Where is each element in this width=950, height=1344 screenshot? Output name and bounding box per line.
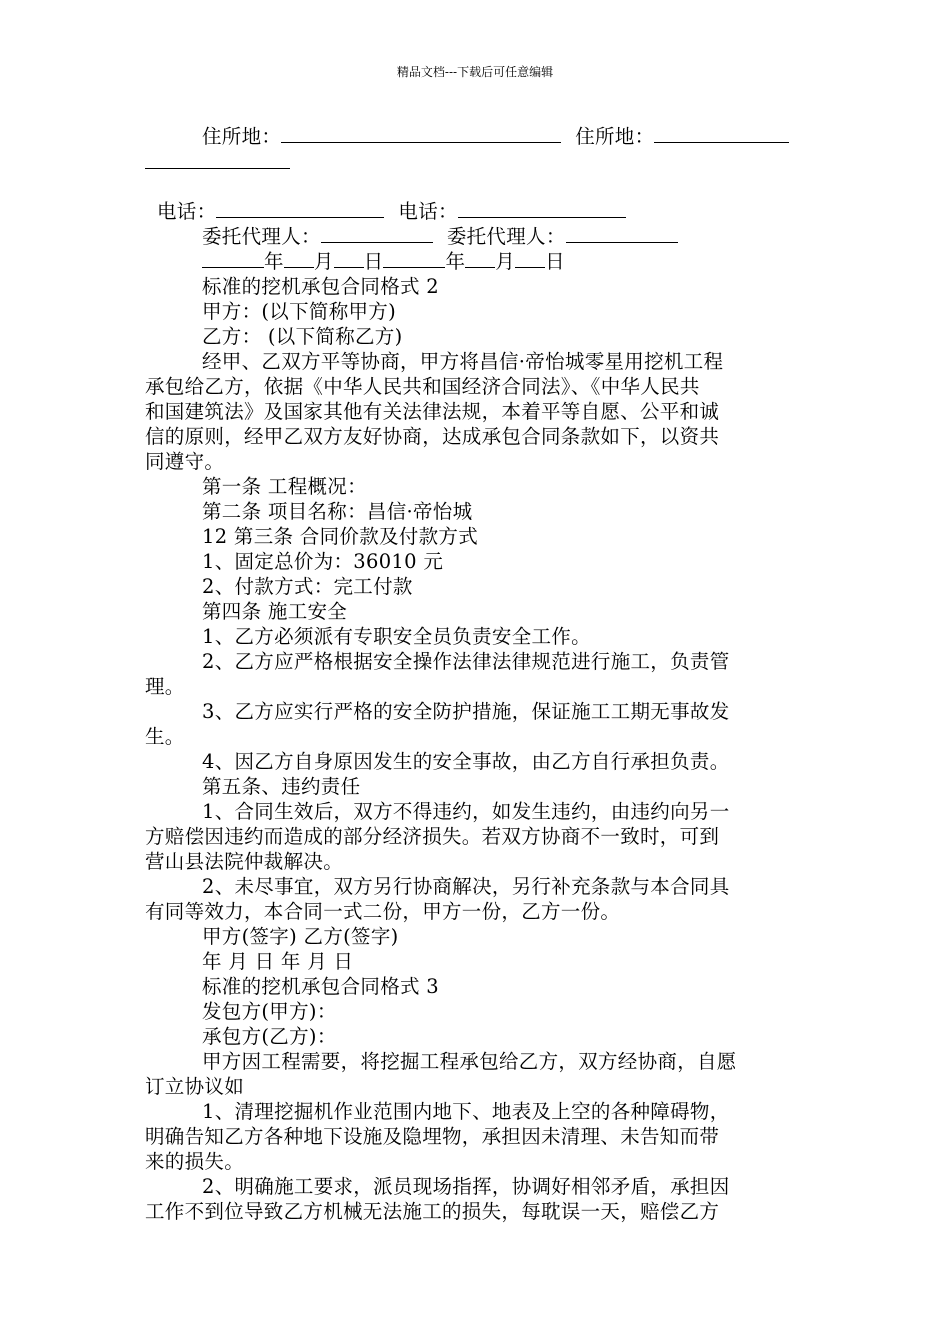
text-line: 标准的挖机承包合同格式 2 <box>202 275 440 298</box>
agent-blank-party-b <box>566 224 678 243</box>
page-header: 精品文档---下载后可任意编辑 <box>396 65 554 79</box>
agent-label-party-b: 委托代理人： <box>446 225 566 248</box>
agent-line <box>202 224 815 249</box>
date-line <box>202 249 815 274</box>
phone-label-party-a: 电话： <box>157 200 217 223</box>
address-label-party-b: 住所地： <box>575 125 655 148</box>
text-line: 2、明确施工要求，派员现场指挥，协调好相邻矛盾，承担因 <box>202 1175 730 1198</box>
text-line: 和国建筑法》及国家其他有关法律法规，本着平等自愿、公平和诚 <box>145 400 720 423</box>
date-month-label-a: 月 <box>313 250 334 273</box>
date-day-label-a: 日 <box>363 250 384 273</box>
date-year-label-a: 年 <box>264 250 284 273</box>
address-label-party-a: 住所地： <box>202 125 282 148</box>
date-blank-year-a <box>202 249 264 268</box>
address-blank-continuation <box>145 150 290 169</box>
text-line: 有同等效力，本合同一式二份，甲方一份，乙方一份。 <box>145 900 621 923</box>
text-line: 2、未尽事宜，双方另行协商解决，另行补充条款与本合同具 <box>202 875 730 898</box>
text-line: 订立协议如 <box>145 1075 245 1098</box>
date-day-label-b: 日 <box>545 250 565 273</box>
phone-blank-party-b <box>458 199 626 218</box>
text-line: 12 第三条 合同价款及付款方式 <box>202 525 479 548</box>
text-line: 承包给乙方，依据《中华人民共和国经济合同法》、《中华人民共 <box>145 375 700 398</box>
phone-line <box>157 199 827 224</box>
text-line: 理。 <box>145 675 185 698</box>
text-line: 甲方因工程需要，将挖掘工程承包给乙方，双方经协商，自愿 <box>202 1050 737 1073</box>
text-line: 第四条 施工安全 <box>202 600 348 623</box>
text-line: 乙方： (以下简称乙方) <box>202 325 403 348</box>
text-line: 工作不到位导致乙方机械无法施工的损失，每耽误一天，赔偿乙方 <box>145 1200 720 1223</box>
text-line: 生。 <box>145 725 185 748</box>
phone-blank-party-a <box>216 199 384 218</box>
text-line: 发包方(甲方)： <box>202 1000 337 1023</box>
text-line: 2、乙方应严格根据安全操作法律法律规范进行施工，负责管 <box>202 650 730 673</box>
text-line: 4、因乙方自身原因发生的安全事故，由乙方自行承担负责。 <box>202 750 730 773</box>
date-blank-month-b <box>465 249 495 268</box>
text-line: 经甲、乙双方平等协商，甲方将昌信·帝怡城零星用挖机工程 <box>202 350 724 373</box>
text-line: 2、付款方式：完工付款 <box>202 575 413 598</box>
text-line: 3、乙方应实行严格的安全防护措施，保证施工工期无事故发 <box>202 700 730 723</box>
text-line: 第五条、违约责任 <box>202 775 361 798</box>
text-line: 甲方(签字) 乙方(签字) <box>202 925 399 948</box>
text-line: 营山县法院仲裁解决。 <box>145 850 344 873</box>
text-line: 1、清理挖掘机作业范围内地下、地表及上空的各种障碍物， <box>202 1100 730 1123</box>
text-line: 方赔偿因违约而造成的部分经济损失。若双方协商不一致时，可到 <box>145 825 720 848</box>
date-blank-day-a <box>334 249 364 268</box>
text-line: 第二条 项目名称：昌信·帝怡城 <box>202 500 473 523</box>
address-blank-party-a <box>281 124 561 143</box>
text-line: 年 月 日 年 月 日 <box>202 950 354 973</box>
date-blank-day-b <box>515 249 545 268</box>
phone-label-party-b: 电话： <box>398 200 458 223</box>
text-line: 来的损失。 <box>145 1150 245 1173</box>
text-line: 标准的挖机承包合同格式 3 <box>202 975 440 998</box>
date-year-label-b: 年 <box>445 250 466 273</box>
text-line: 同遵守。 <box>145 450 225 473</box>
text-line: 甲方：(以下简称甲方) <box>202 300 397 323</box>
date-blank-year-b <box>383 249 445 268</box>
text-line: 1、合同生效后，双方不得违约，如发生违约，由违约向另一 <box>202 800 730 823</box>
agent-label-party-a: 委托代理人： <box>202 225 321 248</box>
address-continuation <box>145 150 815 175</box>
text-line: 1、乙方必须派有专职安全员负责安全工作。 <box>202 625 591 648</box>
text-line: 明确告知乙方各种地下设施及隐埋物，承担因未清理、未告知而带 <box>145 1125 720 1148</box>
text-line: 第一条 工程概况： <box>202 475 367 498</box>
text-line: 信的原则，经甲乙双方友好协商，达成承包合同条款如下，以资共 <box>145 425 720 448</box>
address-blank-party-b <box>654 124 789 143</box>
text-line: 承包方(乙方)： <box>202 1025 337 1048</box>
text-line: 1、固定总价为：36010 元 <box>202 550 444 573</box>
address-line <box>202 124 815 149</box>
agent-blank-party-a <box>321 224 433 243</box>
date-month-label-b: 月 <box>495 250 516 273</box>
date-blank-month-a <box>284 249 314 268</box>
